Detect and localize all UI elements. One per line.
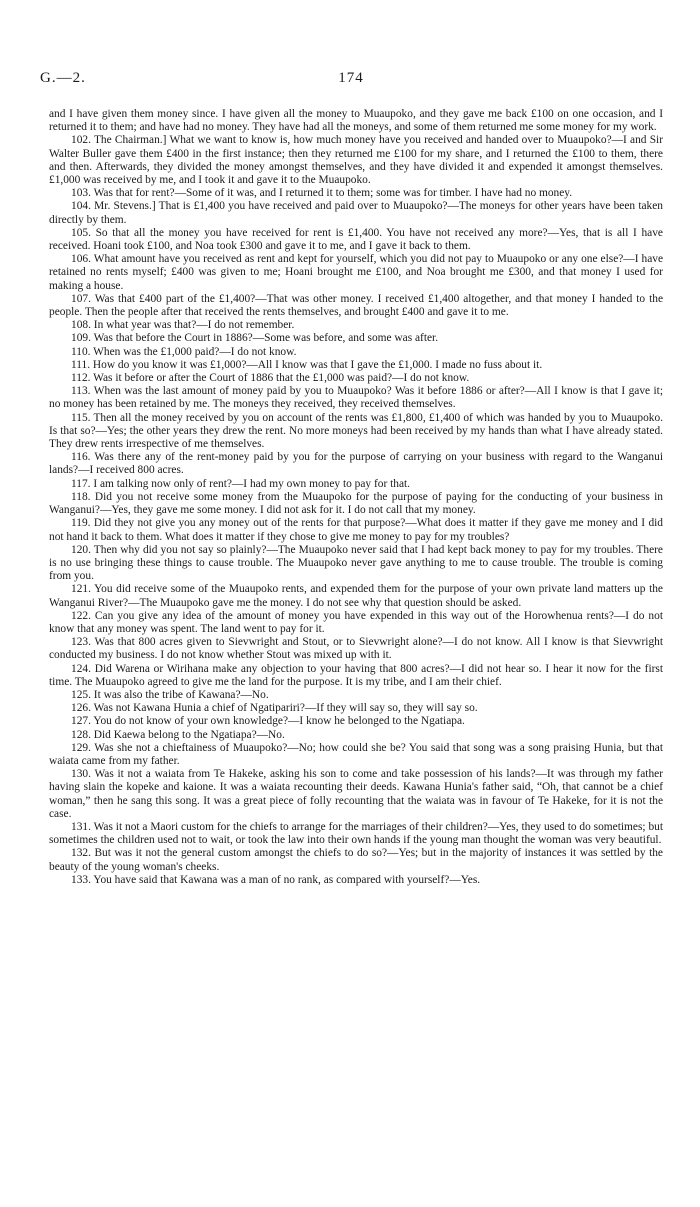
paragraph: 112. Was it before or after the Court of 1886 that the £1,000 was paid?—I do not know. [71,372,470,385]
paragraph: 115. Then all the money received by you on account of the rents was £1,800, £1,400 of which was handed by you to Muaupoko. Is that so?—Yes; the other years they drew the rent. No more moneys had been received by my hands than what I have already stated. They drew rents irrespective of me themselves. [49,411,663,451]
paragraph: and I have given them money since. I have given all the money to Muaupoko, and they gave me back £100 on one occasion, and I returned it to them; and have had no money. They have had all the moneys, and some of them returned me some money for my work. [49,108,663,134]
paragraph: 133. You have said that Kawana was a man of no rank, as compared with yourself?—Yes. [71,873,481,886]
paragraph: 104. Mr. Stevens.] That is £1,400 you have received and paid over to Muaupoko?—The moneys for other years have been taken directly by them. [49,200,663,226]
paragraph: 125. It was also the tribe of Kawana?—No. [71,688,269,701]
paragraph: 113. When was the last amount of money paid by you to Muaupoko? Was it before 1886 or after?—All I know is that I gave it; no money has been retained by me. The moneys they received, they received themselves. [49,385,663,411]
paragraph: 132. But was it not the general custom amongst the chiefs to do so?—Yes; but in the majority of instances it was settled by the beauty of the young woman's cheeks. [49,847,663,873]
paragraph: 116. Was there any of the rent-money paid by you for the purpose of carrying on your business with regard to the Wanganui lands?—I received 800 acres. [49,451,663,477]
paragraph: 103. Was that for rent?—Some of it was, and I returned it to them; some was for timber. I have had no money. [71,187,573,200]
paragraph: 111. How do you know it was £1,000?—All I know was that I gave the £1,000. I made no fuss about it. [71,358,543,371]
paragraph: 118. Did you not receive some money from the Muaupoko for the purpose of paying for the conducting of your business in Wanganui?—Yes, they gave me some money. I did not ask for it. I do not call that my money. [49,490,663,517]
paragraph: 123. Was that 800 acres given to Sievwright and Stout, or to Sievwright alone?—I do not know. All I know is that Sievwright conducted my business. I do not know whether Stout was mixed up with it. [49,636,663,662]
paragraph: 109. Was that before the Court in 1886?—Some was before, and some was after. [71,332,439,345]
paragraph: 124. Did Warena or Wirihana make any objection to your having that 800 acres?—I did not hear so. I hear it now for the first time. The Muaupoko agreed to give me the land for the purpose. It is my tribe, and I am their chief. [49,662,663,688]
paragraph: 110. When was the £1,000 paid?—I do not know. [71,345,297,358]
paragraph: 107. Was that £400 part of the £1,400?—That was other money. I received £1,400 altogether, and that money I handed to the people. Then the people after that received the rents themselves, and brought £400 and gave it to me. [49,292,663,319]
page-body [49,108,663,887]
paragraph: 117. I am talking now only of rent?—I had my own money to pay for that. [71,477,411,490]
paragraph: 122. Can you give any idea of the amount of money you have expended in this way out of the Horowhenua rents?—I do not know that any money was spent. The land went to pay for it. [49,609,663,635]
paragraph: 127. You do not know of your own knowledge?—I know he belonged to the Ngatiapa. [71,715,465,728]
paragraph: 131. Was it not a Maori custom for the chiefs to arrange for the marriages of their children?—Yes, they used to do sometimes; but sometimes the children used not to wait, or took the law into their own hands if the young man thought the woman was very beautiful. [49,820,663,847]
paragraph: 106. What amount have you received as rent and kept for yourself, which you did not pay to Muaupoko or any one else?—I have retained no rents myself; £400 was given to me; Hoani brought me £100, and Noa brought me £300, and that money I used for making a house. [49,253,663,292]
paragraph: 102. The Chairman.] What we want to know is, how much money have you received and handed over to Muaupoko?—I and Sir Walter Buller gave them £400 in the first instance; then they returned me £100 for my share, and I returned the £100 to them, there and then. Afterwards, they divided the money amongst themselves, and they have divided it and expended it amongst themselves. £1,000 was received by me, and I took it and gave it to the Muaupoko. [49,134,663,187]
paragraph: 128. Did Kaewa belong to the Ngatiapa?—No. [71,728,285,741]
paragraph: 105. So that all the money you have received for rent is £1,400. You have not received any more?—Yes, that is all I have received. Hoani took £100, and Noa took £300 and gave it to me, and I gave it back to them. [49,226,663,253]
paragraph: 119. Did they not give you any money out of the rents for that purpose?—What does it matter if they gave me money and I did not hand it back to them. What does it matter if they chose to give me money to pay for my troubles? [49,517,663,543]
series-reference: G.—2. [40,70,86,86]
paragraph: 129. Was she not a chieftainess of Muaupoko?—No; how could she be? You said that song was a song praising Hunia, but that waiata came from my father. [49,741,663,767]
page-number: 174 [338,70,364,86]
paragraph: 120. Then why did you not say so plainly?—The Muaupoko never said that I had kept back money to pay for my troubles. There is no use bringing these things to cause trouble. The Muaupoko never gave anything to me to cause trouble. The trouble is coming from you. [49,543,663,583]
page-header [40,70,662,92]
paragraph: 126. Was not Kawana Hunia a chief of Ngatipariri?—If they will say so, they will say so. [71,702,478,715]
paragraph: 130. Was it not a waiata from Te Hakeke, asking his son to come and take possession of his lands?—It was through my father having slain the kopeke and kaione. It was a waiata recounting their deeds. Kawana Hunia's father said, “Oh, that cannot be a chief woman,” then he sang this song. It was a great piece of folly recounting that the waiata was in favour of Te Hakeke, for it is not the case. [49,768,663,820]
paragraph: 108. In what year was that?—I do not remember. [71,319,295,332]
paragraph: 121. You did receive some of the Muaupoko rents, and expended them for the purpose of your own private land matters up the Wanganui River?—The Muaupoko gave me the money. I do not see why that question should be asked. [49,583,663,609]
